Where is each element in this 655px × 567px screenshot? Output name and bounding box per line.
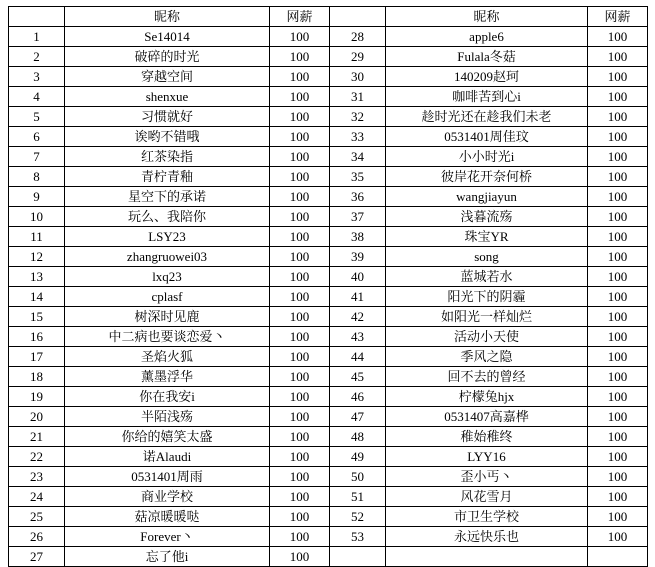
pay-left: 100 [270, 227, 330, 247]
row-index-left: 13 [9, 267, 65, 287]
pay-left: 100 [270, 327, 330, 347]
row-index-left: 1 [9, 27, 65, 47]
table-row [9, 527, 648, 547]
nickname-right: 季风之隐 [386, 347, 588, 367]
row-index-left: 20 [9, 407, 65, 427]
participant-table [8, 6, 648, 567]
row-index-left: 26 [9, 527, 65, 547]
row-index-right: 29 [330, 47, 386, 67]
pay-left: 100 [270, 527, 330, 547]
pay-left: 100 [270, 287, 330, 307]
table-row [9, 347, 648, 367]
row-index-right: 40 [330, 267, 386, 287]
nickname-right: 回不去的曾经 [386, 367, 588, 387]
row-index-left: 19 [9, 387, 65, 407]
pay-left: 100 [270, 267, 330, 287]
row-index-right: 50 [330, 467, 386, 487]
pay-right-blank [588, 547, 648, 567]
row-index-left: 24 [9, 487, 65, 507]
row-index-right: 35 [330, 167, 386, 187]
table-row [9, 507, 648, 527]
nickname-left: 习惯就好 [65, 107, 270, 127]
nickname-right: wangjiayun [386, 187, 588, 207]
row-index-right: 42 [330, 307, 386, 327]
row-index-right: 44 [330, 347, 386, 367]
nickname-right: 珠宝YR [386, 227, 588, 247]
nickname-left: 商业学校 [65, 487, 270, 507]
column-header-pay-right: 网薪 [588, 7, 648, 27]
table-row [9, 167, 648, 187]
nickname-left: 星空下的承诺 [65, 187, 270, 207]
pay-right: 100 [588, 347, 648, 367]
pay-left: 100 [270, 387, 330, 407]
pay-right: 100 [588, 447, 648, 467]
table-body [9, 27, 648, 567]
nickname-left: 0531401周雨 [65, 467, 270, 487]
nickname-right: 永远快乐也 [386, 527, 588, 547]
pay-left: 100 [270, 187, 330, 207]
row-index-right: 53 [330, 527, 386, 547]
pay-left: 100 [270, 167, 330, 187]
pay-right: 100 [588, 527, 648, 547]
pay-left: 100 [270, 307, 330, 327]
pay-right: 100 [588, 427, 648, 447]
nickname-right: 活动小天使 [386, 327, 588, 347]
table-row [9, 27, 648, 47]
nickname-left: shenxue [65, 87, 270, 107]
pay-left: 100 [270, 47, 330, 67]
nickname-left: zhangruowei03 [65, 247, 270, 267]
pay-right: 100 [588, 227, 648, 247]
row-index-right: 51 [330, 487, 386, 507]
row-index-left: 10 [9, 207, 65, 227]
pay-left: 100 [270, 207, 330, 227]
nickname-left: 红茶染指 [65, 147, 270, 167]
table-row [9, 207, 648, 227]
pay-right: 100 [588, 507, 648, 527]
table-row [9, 127, 648, 147]
row-index-right: 43 [330, 327, 386, 347]
row-index-left: 16 [9, 327, 65, 347]
nickname-right: LYY16 [386, 447, 588, 467]
row-index-left: 18 [9, 367, 65, 387]
table-row [9, 227, 648, 247]
nickname-left: Se14014 [65, 27, 270, 47]
row-index-right: 41 [330, 287, 386, 307]
nickname-right: 趁时光还在趁我们未老 [386, 107, 588, 127]
pay-right: 100 [588, 47, 648, 67]
nickname-left: 青柠青釉 [65, 167, 270, 187]
nickname-left: 树深时见鹿 [65, 307, 270, 327]
nickname-right: song [386, 247, 588, 267]
table-row [9, 247, 648, 267]
row-index-left: 2 [9, 47, 65, 67]
nickname-left: Forever丶 [65, 527, 270, 547]
row-index-left: 3 [9, 67, 65, 87]
pay-right: 100 [588, 87, 648, 107]
table-row [9, 367, 648, 387]
table-row [9, 467, 648, 487]
row-index-right: 52 [330, 507, 386, 527]
pay-left: 100 [270, 67, 330, 87]
nickname-right: 0531401周佳玟 [386, 127, 588, 147]
nickname-right: 小小时光i [386, 147, 588, 167]
pay-left: 100 [270, 147, 330, 167]
pay-right: 100 [588, 27, 648, 47]
row-index-right: 30 [330, 67, 386, 87]
nickname-left: 破碎的时光 [65, 47, 270, 67]
table-row [9, 547, 648, 567]
row-index-right: 31 [330, 87, 386, 107]
table-row [9, 307, 648, 327]
pay-right: 100 [588, 67, 648, 87]
table-row [9, 387, 648, 407]
nickname-left: 穿越空间 [65, 67, 270, 87]
row-index-left: 17 [9, 347, 65, 367]
pay-right: 100 [588, 167, 648, 187]
header-row [9, 7, 648, 27]
pay-left: 100 [270, 407, 330, 427]
row-index-left: 21 [9, 427, 65, 447]
nickname-right: 彼岸花开奈何桥 [386, 167, 588, 187]
pay-right: 100 [588, 467, 648, 487]
pay-left: 100 [270, 107, 330, 127]
row-index-right: 34 [330, 147, 386, 167]
nickname-right: Fulala冬菇 [386, 47, 588, 67]
table-row [9, 427, 648, 447]
pay-right: 100 [588, 487, 648, 507]
nickname-right: 如阳光一样灿烂 [386, 307, 588, 327]
nickname-left: 诶哟不错哦 [65, 127, 270, 147]
row-index-right: 36 [330, 187, 386, 207]
pay-right: 100 [588, 307, 648, 327]
nickname-right: 风花雪月 [386, 487, 588, 507]
pay-left: 100 [270, 347, 330, 367]
pay-left: 100 [270, 127, 330, 147]
pay-left: 100 [270, 447, 330, 467]
column-header-nickname-left: 昵称 [65, 7, 270, 27]
pay-right: 100 [588, 107, 648, 127]
header-spacer-left [9, 7, 65, 27]
row-index-left: 27 [9, 547, 65, 567]
row-index-right: 49 [330, 447, 386, 467]
row-index-left: 8 [9, 167, 65, 187]
row-index-right: 38 [330, 227, 386, 247]
nickname-left: 忘了他i [65, 547, 270, 567]
row-index-left: 6 [9, 127, 65, 147]
nickname-right: 市卫生学校 [386, 507, 588, 527]
pay-left: 100 [270, 507, 330, 527]
row-index-right: 37 [330, 207, 386, 227]
row-index-right: 28 [330, 27, 386, 47]
nickname-left: lxq23 [65, 267, 270, 287]
row-index-left: 7 [9, 147, 65, 167]
row-index-right: 45 [330, 367, 386, 387]
nickname-left: cplasf [65, 287, 270, 307]
column-header-nickname-right: 昵称 [386, 7, 588, 27]
row-index-right-blank [330, 547, 386, 567]
nickname-left: 玩么、我陪你 [65, 207, 270, 227]
nickname-right: 歪小丐丶 [386, 467, 588, 487]
nickname-right-blank [386, 547, 588, 567]
nickname-right: apple6 [386, 27, 588, 47]
nickname-right: 阳光下的阴霾 [386, 287, 588, 307]
row-index-right: 32 [330, 107, 386, 127]
nickname-right: 140209赵珂 [386, 67, 588, 87]
nickname-left: 你在我安i [65, 387, 270, 407]
pay-left: 100 [270, 27, 330, 47]
table-row [9, 287, 648, 307]
table-row [9, 407, 648, 427]
row-index-left: 23 [9, 467, 65, 487]
row-index-right: 33 [330, 127, 386, 147]
nickname-left: 菇凉暖暖哒 [65, 507, 270, 527]
pay-right: 100 [588, 367, 648, 387]
nickname-right: 柠檬兔hjx [386, 387, 588, 407]
row-index-left: 15 [9, 307, 65, 327]
pay-right: 100 [588, 387, 648, 407]
row-index-left: 14 [9, 287, 65, 307]
row-index-left: 4 [9, 87, 65, 107]
pay-right: 100 [588, 207, 648, 227]
nickname-right: 0531407高嘉桦 [386, 407, 588, 427]
pay-left: 100 [270, 487, 330, 507]
row-index-right: 47 [330, 407, 386, 427]
table-row [9, 87, 648, 107]
pay-left: 100 [270, 367, 330, 387]
column-header-pay-left: 网薪 [270, 7, 330, 27]
nickname-right: 蓝城若水 [386, 267, 588, 287]
row-index-left: 5 [9, 107, 65, 127]
nickname-left: 中二病也要谈恋爱丶 [65, 327, 270, 347]
pay-right: 100 [588, 287, 648, 307]
row-index-left: 9 [9, 187, 65, 207]
nickname-left: 半陌浅殇 [65, 407, 270, 427]
table-row [9, 187, 648, 207]
table-row [9, 487, 648, 507]
nickname-left: 圣焰火狐 [65, 347, 270, 367]
nickname-left: LSY23 [65, 227, 270, 247]
pay-right: 100 [588, 327, 648, 347]
row-index-left: 25 [9, 507, 65, 527]
pay-right: 100 [588, 147, 648, 167]
nickname-right: 咖啡苦到心i [386, 87, 588, 107]
table-row [9, 47, 648, 67]
nickname-left: 诺Alaudi [65, 447, 270, 467]
header-spacer-right [330, 7, 386, 27]
nickname-right: 稚始稚终 [386, 427, 588, 447]
nickname-left: 你给的嬉笑太盛 [65, 427, 270, 447]
pay-left: 100 [270, 467, 330, 487]
table-row [9, 447, 648, 467]
pay-left: 100 [270, 547, 330, 567]
table-row [9, 147, 648, 167]
nickname-left: 薰墨浮华 [65, 367, 270, 387]
row-index-left: 11 [9, 227, 65, 247]
pay-left: 100 [270, 427, 330, 447]
table-row [9, 327, 648, 347]
nickname-right: 浅暮流殇 [386, 207, 588, 227]
pay-left: 100 [270, 247, 330, 267]
table-row [9, 67, 648, 87]
pay-right: 100 [588, 127, 648, 147]
row-index-right: 48 [330, 427, 386, 447]
pay-left: 100 [270, 87, 330, 107]
pay-right: 100 [588, 267, 648, 287]
pay-right: 100 [588, 187, 648, 207]
pay-right: 100 [588, 407, 648, 427]
row-index-right: 39 [330, 247, 386, 267]
row-index-right: 46 [330, 387, 386, 407]
table-header [9, 7, 648, 27]
table-row [9, 267, 648, 287]
pay-right: 100 [588, 247, 648, 267]
row-index-left: 22 [9, 447, 65, 467]
row-index-left: 12 [9, 247, 65, 267]
table-row [9, 107, 648, 127]
